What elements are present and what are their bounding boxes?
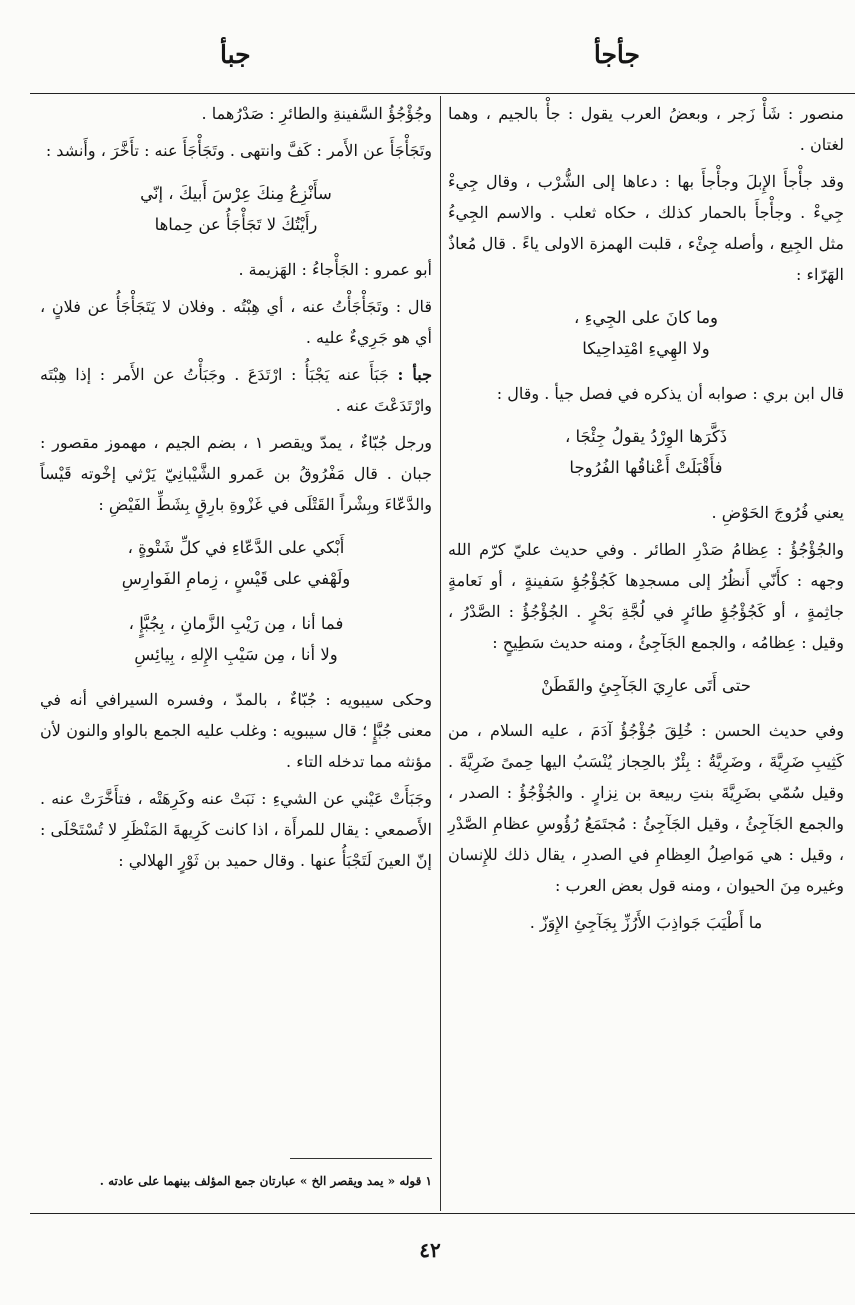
poem-verse xyxy=(448,302,844,364)
verse-line: أَبْكي على الدَّعّاءِ في كلِّ شَتْوةٍ ، xyxy=(127,538,345,557)
page-number: ٤٢ xyxy=(419,1238,441,1262)
header-rule xyxy=(30,93,855,94)
verse-line: حتى أَتَى عارِيَ الجَآجِئِ والقَطَنْ xyxy=(541,676,751,695)
verse-line: وما كانَ على الجِيءِ ، xyxy=(574,308,718,327)
verse-line: فما أنا ، مِن رَيْبِ الزَّمانِ ، بِجُبَّإٍ ، xyxy=(128,614,344,633)
poem-verse xyxy=(40,608,432,670)
footnote: ١ قوله « يمد ويقصر الخ » عبارتان جمع المؤلف بينهما على عادته . xyxy=(99,1174,432,1188)
paragraph: يعني فُرُوجَ الحَوْضِ . xyxy=(711,503,844,522)
entry-paragraph xyxy=(40,359,432,421)
paragraph: ما أَطْيَبَ جَواذِبَ الأَرُزِّ بِجَآجِئِ الإِوَزّ . xyxy=(529,913,763,932)
running-head-left: جبأ xyxy=(220,40,251,69)
footer-rule xyxy=(30,1213,855,1214)
paragraph: والجُؤْجُؤُ : عِظامُ صَدْرِ الطائر . وفي حديث عليّ كرّم الله وجهه : كأَنّي أَنظُرُ إلى مسجدِها كَجُؤْجُؤِ سَفينةٍ ، أو نَعامةٍ جاثِمةٍ ، أو كَجُؤْجُؤِ طائرٍ في لُجَّةِ بَحْرٍ . الجُؤْجُؤُ : الصَّدْرُ ، وقيل : عِظامُه ، والجمع الجَآجِئُ ، ومنه حديث سَطِيحٍ : xyxy=(448,540,844,652)
entry-headword: جبأ : xyxy=(397,365,432,384)
verse-line: رأَيْتُكَ لا تَجَأْجَأُ عن حِماها xyxy=(154,215,318,234)
paragraph: قال : وتَجَأْجَأْتُ عنه ، أي هِبْتُه . وفلان لا يَتَجَأْجَأُ عن فلانٍ ، أي هو جَرِيءٌ عليه . xyxy=(40,297,432,347)
paragraph: منصور : شَأْ زَجر ، وبعضُ العرب يقول : جأْ بالجيم ، وهما لغتان . xyxy=(448,104,844,154)
paragraph: قال ابن بري : صوابه أن يذكره في فصل جيأ . وقال : xyxy=(496,384,844,403)
poem-verse xyxy=(40,532,432,594)
verse-line: ذَكَّرَها الوِرْدُ يقولُ جِئْجَا ، xyxy=(564,427,728,446)
poem-verse xyxy=(448,670,844,701)
left-column xyxy=(40,98,432,882)
paragraph: وقد جأْجأَ الإِبلَ وجأْجأَ بها : دعاها إلى الشُّرْب ، وقال جِيءْ جِيءْ . وجأْجأَ بالحمار كذلك ، حكاه ثعلب . والاسم الجِيءُ مثل الجِيع ، وأصله جِئْء ، قلبت الهمزة الاولى ياءً . قال مُعاذٌ الهَرّاء : xyxy=(448,172,844,284)
footnote-rule xyxy=(290,1158,432,1159)
right-column xyxy=(448,98,844,944)
paragraph: وجُؤْجُؤُ السَّفينةِ والطائرِ : صَدْرُهما . xyxy=(201,104,432,123)
verse-line: ولَهْفي على قَيْسٍ ، زِمامِ الفَوارِسِ xyxy=(121,569,351,588)
column-divider xyxy=(440,96,441,1211)
running-head-right: جأجأ xyxy=(593,40,640,69)
verse-line: ولا الهِيءِ امْتِداحِيكا xyxy=(582,339,710,358)
paragraph: ورجل جُبّاءٌ ، يمدّ ويقصر ١ ، بضم الجيم ، مهموز مقصور : جبان . قال مَفْرُوقُ بن عَمرو الشَّيْبانِيّ يَرْثي إخْوته قَيْساً والدَّعّاءَ وبِشْراً القَتْلَى في غَزْوةِ بارِقٍ بِشَطِّ الفَيْضِ : xyxy=(40,433,433,514)
paragraph: وفي حديث الحسن : خُلِقَ جُؤْجُؤُ آدَمَ ، عليه السلام ، من كَثِيبِ ضَرِيَّةَ ، وضَرِيَّةُ : بِئْرٌ بالحِجاز يُنْسَبُ اليها حِمىً ضَرِيَّةَ . وقيل سُمّي بضَرِيَّةَ بنتِ ربيعة بن نِزارٍ . والجُؤْجُؤُ : الصدر ، والجمع الجَآجِئُ ، وقيل الجَآجِئُ : مُجتَمَعُ رُؤُوسِ عظامِ الصَّدْرِ ، وقيل : هي مَواصِلُ العِظامِ في الصدرِ ، يقال ذلك للإِنسان وغيره مِنَ الحيوان ، ومنه قول بعض العرب : xyxy=(448,721,845,895)
paragraph: وجَبَأَتْ عَيْني عن الشيءِ : نَبَتْ عنه وكَرِهَتْه ، فتأَخَّرَتْ عنه . الأَصمعي : يقال للمرأَة ، اذا كانت كَرِيهةَ المَنْظَرِ لا تُسْتَحْلَى : إنّ العينَ لَتَجْبَأُ عنها . وقال حميد بن ثَوْرٍ الهلالي : xyxy=(40,789,432,870)
verse-line: سأَنْزِعُ مِنكَ عِرْسَ أَبيكَ ، إنّي xyxy=(140,184,332,203)
poem-verse xyxy=(448,421,844,483)
paragraph: وحكى سيبويه : جُبّاءٌ ، بالمدّ ، وفسره السيرافي أنه في معنى جُبَّإٍ ؛ قال سيبويه : وغلب عليه الجمع بالواو والنون لأن مؤنثه مما تدخله التاء . xyxy=(40,690,432,771)
entry-text: جَبَأَ عنه يَجْبَأُ : ارْتَدَعَ . وجَبَأْتُ عن الأَمر : إذا هِبْتَه وارْتَدَعْتَ عنه . xyxy=(40,365,432,415)
verse-line: فأَقْبَلَتْ أَعْناقُها الفُرُوجا xyxy=(569,458,723,477)
paragraph: وتَجَأْجَأَ عن الأَمر : كَفَّ وانتهى . وتَجَأْجَأَ عنه : تأَخَّرَ ، وأَنشد : xyxy=(45,141,432,160)
paragraph: أبو عمرو : الجَأْجاءُ : الهَزيمة . xyxy=(238,260,432,279)
poem-verse xyxy=(40,178,432,240)
verse-line: ولا أنا ، مِن سَيْبِ الإِلهِ ، بِيائِسِ xyxy=(134,645,338,664)
